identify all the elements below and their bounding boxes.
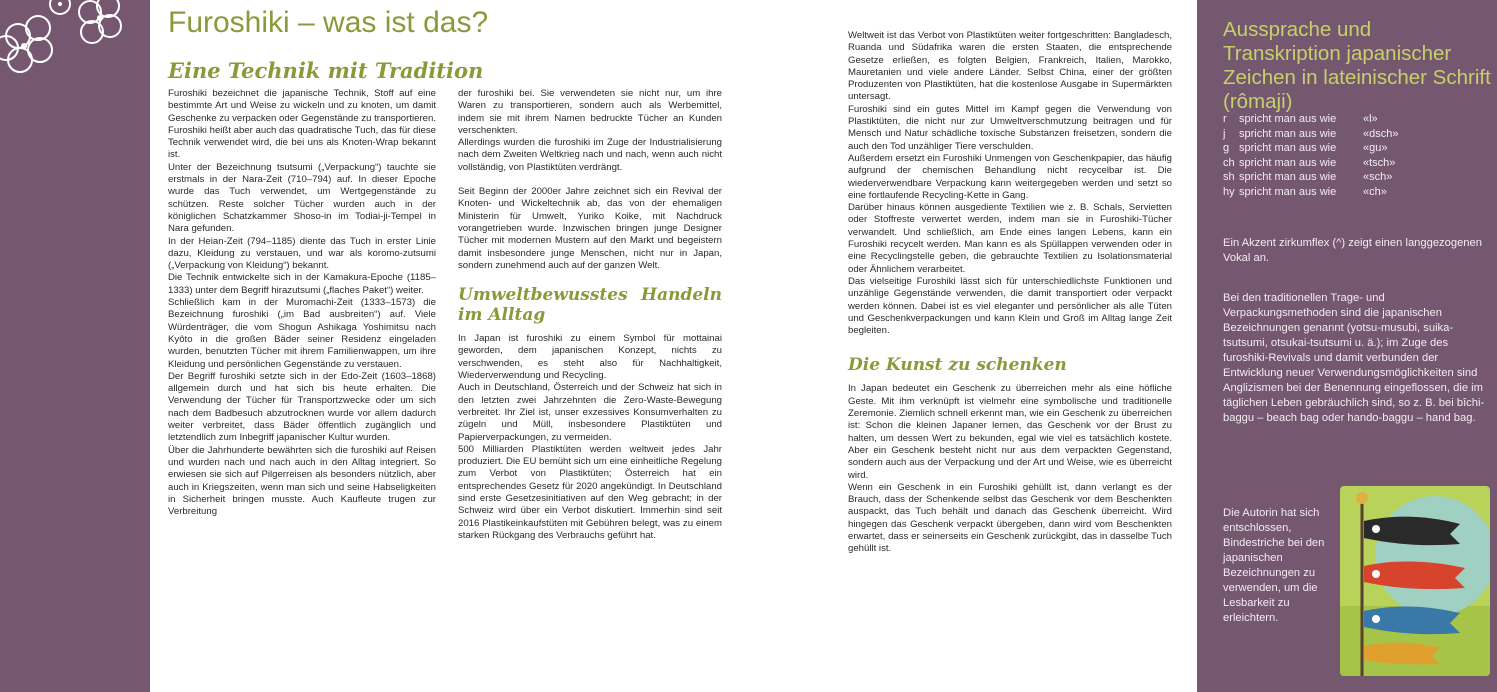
paragraph: Wenn ein Geschenk in ein Furoshiki gehüllt ist, dann verlangt es der Brauch, dass der Schenkende selbst das Geschenk vor dem Beschenkten auspackt, das Tuch behält und danach das Geschenk überreicht. Wird hingegen das Geschenk verpackt übergeben, dann wird vom Beschenkten erwartet, dass er seinerseits ein Geschenk zurückgibt, das in dasselbe Tuch gehüllt ist. — [848, 481, 1172, 555]
paragraph: Auch in Deutschland, Österreich und der Schweiz hat sich in den letzten zwei Jahrzehnten die Zero-Waste-Bewegung verbreitet. Ihr Ziel ist, unser exzessives Konsumverhalten zu zügeln und Müll, insbesondere Plastiktüten und Papierverpackungen, zu vermeiden. — [458, 382, 722, 443]
text-column-1 — [168, 88, 436, 518]
sidebar-text-hyphens: Die Autorin hat sich entschlossen, Bindestriche bei den japanischen Bezeichnungen zu verwenden, um die Lesbarkeit zu erleichtern. — [1223, 507, 1325, 624]
pron-letter: j — [1223, 127, 1226, 140]
paragraph: Allerdings wurden die furoshiki im Zuge der Industrialisierung nach dem Zweiten Weltkrieg nach und nach, wenn auch nicht vollständig, von Plastiktüten verdrängt. — [458, 137, 722, 173]
pron-text: spricht man aus wie — [1239, 127, 1337, 140]
sidebar-text-terms: Bei den traditionellen Trage- und Verpackungsmethoden sind die japanischen Bezeichnungen genannt (yotsu-musubi, suika-tsutsumi, otsukai-tsutsumi u. ä.); im Zuge des furoshiki-Revivals und damit verbunden der Entwicklung neuer Verwendungsmöglichkeiten sind Anglizismen bei der Benennung eingeflossen, die im täglichen Leben gebräuchlich sind, so z. B. bei bîchi-baggu – beach bag oder hando-baggu – hand bag. — [1223, 292, 1485, 424]
pronunciation-row — [1223, 112, 1398, 127]
pronunciation-list — [1223, 112, 1398, 199]
section-heading-umwelt: Umweltbewusstes Handeln im Alltag — [458, 285, 722, 326]
pron-letter: sh — [1223, 171, 1235, 183]
page-gutter — [720, 0, 845, 692]
paragraph: Weltweit ist das Verbot von Plastiktüten weiter fortgeschritten: Bangladesch, Ruanda und Südafrika waren die ersten Staaten, die entsprechende Gesetze erließen, es folgten Belgien, Frankreich, Italien, Marokko, Mauretanien und viele andere Länder. Selbst China, einer der größten Produzenten von Plastiktüten, hat die kostenlose Ausgabe in Supermärkten untersagt. — [848, 30, 1172, 103]
paragraph: Der Begriff furoshiki setzte sich in der Edo-Zeit (1603–1868) allgemein durch und hat sich bis heute erhalten. Die Verwendung der Tücher für Transportzwecke oder um sich nach dem Badbesuch abzutrocknen wurde vor allem dadurch weiter verbreitet, dass Bäder öffentlich zugänglich und letztendlich zum Inbegriff japanischer Kultur wurden. — [168, 370, 436, 444]
pron-text: spricht man aus wie — [1239, 142, 1337, 154]
paragraph: Über die Jahrhunderte bewährten sich die furoshiki auf Reisen und wurden nach und nach auch in den Alltag integriert. So erwiesen sie sich auf Pilgerreisen als besonders nützlich, aber auch in Kriegszeiten, wenn man sich und seine Habseligkeiten in Sicherheit bringen musste. Auch Kaufleute trugen zur Verbreitung — [168, 444, 436, 518]
sidebar-title: Aussprache und Transkription japanischer Zeichen in lateinischer Schrift (rômaji) — [1223, 18, 1491, 113]
pron-letter: r — [1223, 113, 1227, 125]
pronunciation-row — [1223, 141, 1398, 156]
paragraph: Die Technik entwickelte sich in der Kamakura-Epoche (1185–1333) unter dem Begriff hirazutsumi („flaches Paket“) weiter. — [168, 272, 436, 296]
pron-sound: «gu» — [1363, 142, 1388, 154]
paragraph: Darüber hinaus können ausgediente Textilien wie z. B. Schals, Servietten oder Stoffreste verwertet werden, indem man sie in Furoshiki-Tücher verwandelt. Und schließlich, am Ende eines langen Lebens, kann ein Furoshiki recycelt werden. Man kann es als Spüllappen verwenden oder in eine Recyclingstelle geben, die gebrauchte Textilien zu Isolationsmaterial oder Ähnlichem verarbeitet. — [848, 202, 1172, 275]
section-heading-kunst: Die Kunst zu schenken — [848, 355, 1067, 376]
paragraph: In der Heian-Zeit (794–1185) diente das Tuch in erster Linie dazu, Kleidung zu verstauen, und war als koromo-zutsumi („Verpackung von Kleidung“) bekannt. — [168, 235, 436, 272]
sidebar-text-accent: Ein Akzent zirkumflex (^) zeigt einen langgezogenen Vokal an. — [1223, 237, 1482, 264]
pronunciation-row — [1223, 185, 1398, 200]
pron-sound: «dsch» — [1363, 127, 1399, 140]
plum-blossom-decoration — [0, 0, 150, 100]
page-title: Furoshiki – was ist das? — [168, 6, 489, 39]
pronunciation-row — [1223, 156, 1398, 171]
paragraph: Furoshiki bezeichnet die japanische Technik, Stoff auf eine bestimmte Art und Weise zu wickeln und zu knoten, um damit Geschenke zu verpacken oder Gegenstände zu transportieren. Furoshiki heißt aber auch das quadratische Tuch, das für diese Technik verwendet wird, die bei uns als Knoten-Wrap bekannt ist. — [168, 88, 436, 161]
pronunciation-row — [1223, 127, 1398, 142]
pron-letter: hy — [1223, 185, 1235, 198]
pron-sound: «tsch» — [1363, 156, 1396, 169]
pron-sound: «sch» — [1363, 171, 1393, 183]
pron-sound: «l» — [1363, 113, 1378, 125]
pron-text: spricht man aus wie — [1239, 113, 1337, 125]
paragraph: In Japan ist furoshiki zu einem Symbol für mottainai geworden, dem japanischen Konzept, nichts zu verschwenden, es steht also für Nachhaltigkeit, Wiederverwendung und Recycling. — [458, 333, 722, 382]
paragraph: Furoshiki sind ein gutes Mittel im Kampf gegen die Verwendung von Plastiktüten, die nicht nur zur Umweltverschmutzung beitragen und für Mensch und Natur schädliche toxische Substanzen freisetzen, sondern die auch den Tod unzähliger Tiere verschulden. — [848, 103, 1172, 152]
paragraph: Unter der Bezeichnung tsutsumi („Verpackung“) tauchte sie erstmals in der Nara-Zeit (710–794) auf. In dieser Epoche wurde das Tuch verwendet, um Wertgegenstände zu schützen. Reste solcher Tücher wurden auch in der königlichen Schatzkammer Shoso-in im Todiai-ji-Tempel in Nara gefunden. — [168, 161, 436, 235]
paragraph: Schließlich kam in der Muromachi-Zeit (1333–1573) die Bezeichnung furoshiki („im Bad ausbreiten“) auf. Viele Würdenträger, die vom Shogun Ashikaga Yoshimitsu nach Kyôto in die großen Bäder seiner Residenz eingeladen wurden, benutzten Tücher mit ihrem Familienwappen, um ihre Kleidung und persönlichen Gegenstände zu verstauen. — [168, 297, 436, 370]
paragraph: Das vielseitige Furoshiki lässt sich für unterschiedlichste Funktionen und unzählige Gegenstände verwenden, die damit transportiert oder verpackt werden können. Dabei ist es viel eleganter und persönlicher als alle Tüten und Geschenkverpackungen und kann Klein und Groß im Alltag lange Zeit begleiten. — [848, 275, 1172, 337]
pronunciation-row — [1223, 170, 1398, 185]
text-column-3 — [848, 30, 1172, 556]
pron-letter: g — [1223, 142, 1230, 154]
paragraph: In Japan bedeutet ein Geschenk zu überreichen mehr als eine höfliche Geste. Mit ihm verknüpft ist vielmehr eine symbolische und traditionelle Zeremonie. Ziemlich schnell erkennt man, wie ein Geschenk zu überreichen ist: Schon die kleinen Japaner lernen, das Geschenk vor der Brust zu halten, um dessen Wert zu bekunden, egal wie viel es tatsächlich kostete. Aber ein Geschenk besteht nicht nur aus dem verpackten Gegenstand, sondern auch aus der Verpackung und der Art und Weise, wie es überreicht wird. — [848, 383, 1172, 481]
pron-text: spricht man aus wie — [1239, 185, 1337, 198]
text-column-2 — [458, 88, 722, 542]
koinobori-illustration — [1340, 486, 1490, 676]
paragraph: Seit Beginn der 2000er Jahre zeichnet sich ein Revival der Knoten- und Wickeltechnik ab, das von der ehemaligen Ministerin für Umwelt, Yuriko Koike, mit Nachdruck vorangetrieben wurde. Inzwischen bringen junge Designer Tücher mit modernen Mustern auf den Markt und begeistern damit insbesondere junge Menschen, nicht nur in Japan, sondern zunehmend auch auf der ganzen Welt. — [458, 186, 722, 271]
pron-letter: ch — [1223, 156, 1235, 169]
paragraph: der furoshiki bei. Sie verwendeten sie nicht nur, um ihre Waren zu transportieren, sondern auch als Werbemittel, indem sie mit ihrem Namen bedruckte Tücher an Kunden verschenkten. — [458, 88, 722, 136]
section-heading-tradition: Eine Technik mit Tradition — [168, 58, 484, 83]
paragraph: Außerdem ersetzt ein Furoshiki Unmengen von Geschenkpapier, das häufig aufgrund der chemischen Behandlung nicht recycelbar ist. Die wiederverwendbare Verpackung kann weitergegeben werden und setzt so eine fortlaufende Recycling-Kette in Gang. — [848, 152, 1172, 201]
pron-text: spricht man aus wie — [1239, 156, 1337, 169]
pron-sound: «ch» — [1363, 185, 1387, 198]
paragraph: 500 Milliarden Plastiktüten werden weltweit jedes Jahr produziert. Die EU bemüht sich um eine einheitliche Regelung zum Verbot von Plastiktüten; Österreich hat ein entsprechendes Gesetz für 2020 angekündigt. In Deutschland sind erste Gesetzesinitiativen auf den Weg gebracht; in der Schweiz wird über ein Verbot diskutiert. Immerhin sind seit 2016 Plastikeinkaufstüten mit Gebühren belegt, was zu einem starken Rückgang des Verbrauchs geführt hat. — [458, 443, 722, 541]
pron-text: spricht man aus wie — [1239, 171, 1337, 183]
